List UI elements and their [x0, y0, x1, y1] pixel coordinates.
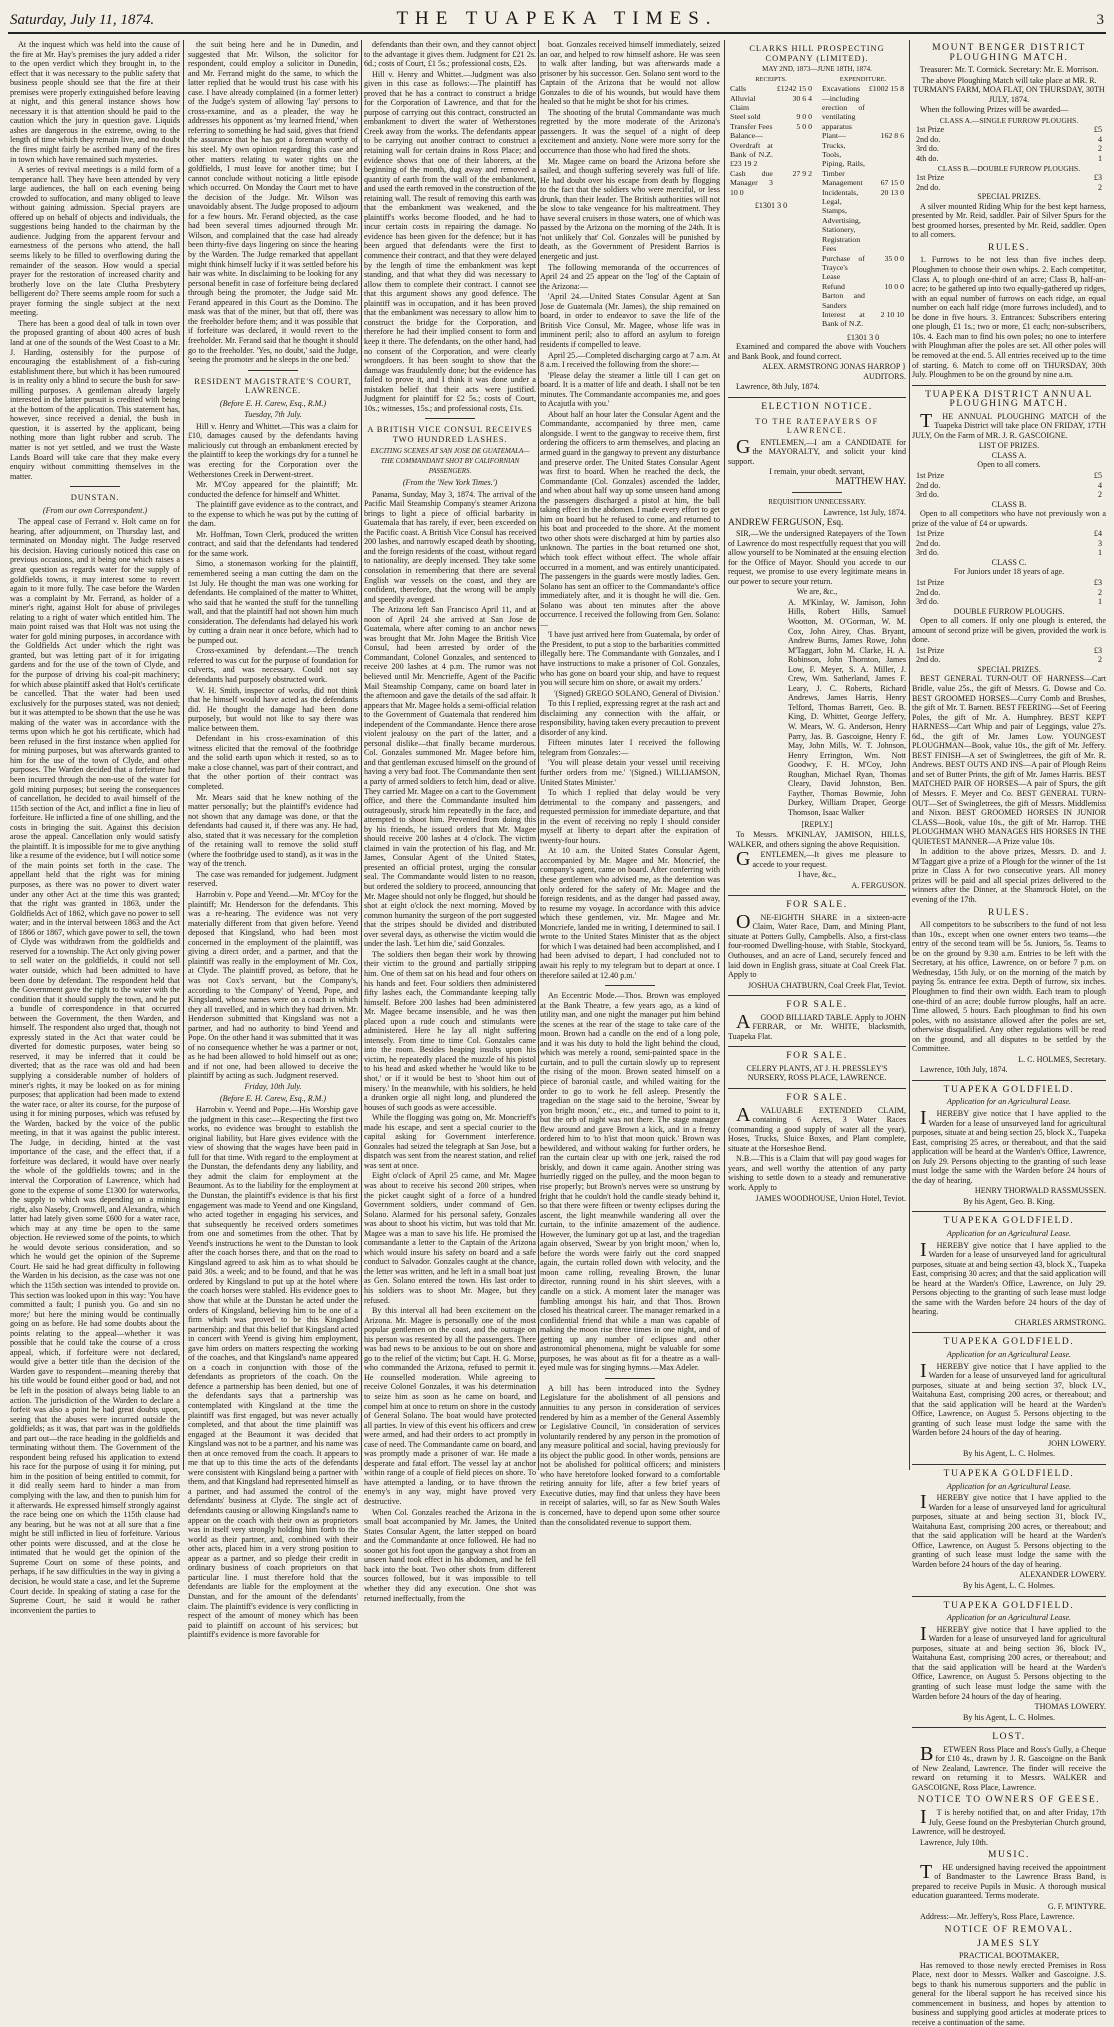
prize-label: 2nd do.: [916, 655, 941, 665]
ad-heading: TUAPEKA GOLDFIELD.: [943, 1600, 1075, 1611]
article-paragraph: 'Please delay the steamer a little till I can get on board. It is a matter of life and death. I shall not be ten minutes. The Commandante accompanies me, and goes to Acajutla with you.': [540, 370, 720, 409]
prize-label: 1st Prize: [916, 529, 945, 539]
prize-label: 3rd do.: [916, 490, 939, 500]
prize-label: 1st Prize: [916, 645, 945, 655]
prize-class: CLASS C.: [991, 557, 1027, 567]
ad-signature: A. FERGUSON.: [851, 880, 906, 890]
ad-subheading: [REPLY.]: [801, 820, 833, 830]
ad-body: BEST GENERAL TURN-OUT OF HARNESS—Cart Bridle, value 25s., the gift of Messrs. G. Dowse and Co. BEST GROOMED HORSES—Curry Comb and Brushes, the gift of Mr. T. Barnett. BEST FEERING—Set of Feering Poles, the gift of Mr. A. Humphrey. BEST KEPT HARNESS—Cart Whip and pair of Leggings, value 27s. 6d., the gift of Mr. James Low. YOUNGEST PLOUGHMAN—Book, value 10s., the gift of Mr. Jeffery. BEST FINISH—A set of Swingletrees, the gift of Mr. R. Andrews. BEST OUTS AND INS—A pair of Plough Reins and set of Butter Prints, the gift of Mr. James Harris. BEST MATCHED PAIR OF HORSES—A pair of Spurs, the gift of Messrs. F. Meyer and Co. BEST GENERAL TURN-OUT—Set of Swingletrees, the gift of Messrs. Middlemiss and Nixon. BEST GROOMED HORSES IN JUNIOR CLASS—Book, value 10s., the gift of Mr. Harrop. THE PLOUGHMAN WHO MANAGES HIS HORSES IN THE QUIETEST MANNER—A Prize value 10s.: [912, 674, 1106, 846]
table-row: [728, 122, 814, 131]
ad-heading: JAMES SLY: [977, 1938, 1041, 1949]
prize-label: 3rd do.: [916, 144, 939, 154]
table-cell-item: Interest at Bank of N.Z.: [822, 309, 865, 329]
prize-value: £4: [1093, 529, 1102, 539]
ad-closing: I remain, your obedt. servant,: [769, 467, 865, 477]
ad-signature: L. C. HOLMES, Secretary.: [1018, 1054, 1106, 1064]
article-paragraph: About half an hour later the Consular Agent and the Commandante, accompanied by three men, came alongside. I went to the gangway to receive them, first ordering the officers to arm themselves, and placing an armed guard in the gangway to prevent any disturbance and preserve order. The United States Consular Agent was first to board. When he reached the deck, the Commandante (Col. Gonzales) ascended the ladder, and when about half way up some unseen hand among the passengers discharged a pistol at him, the ball taking effect in the abdomen. I made every effort to get him on board but he refused to come, and returned to his boat and proceeded to the shore. At the moment two other shots were discharged at him by parties also unknown. The parties in the boat returned one shot, which took effect without effect. The whole affair occurred in a moment, and was entirely unanticipated. The passengers in the guards were mostly ladies. Gen. Solano has sent an officer to the Commandante's office immediately after, and it is thought he will die. Gen. Solano was about ten minutes after the above occurrence. I received the following from Gen. Solano:—: [540, 409, 720, 629]
article-paragraph: A bill has been introduced into the Sydney Legislature for the abolishment of all pensions and annuities to any person in consideration of services rendered by him as a member of the General Assembly or Legislative Council, 'in consideration of services voluntarily rendered by any person in the promotion of any measure political and social, having previously for its object the public good. In other words, pensions are not be abolished for political officers; and ministers who have heretofore looked forward to a comfortable retiring annuity for life, after a few brief years of Executive duties, may find that unless they have been in receipt of salaries, will, so far as New South Wales is concerned, have to depend upon some other source than the consolidated revenue to support them.: [540, 1383, 720, 1527]
prize-value: £5: [1093, 470, 1102, 480]
table-row: [820, 131, 906, 178]
prize-label: 1st Prize: [916, 470, 945, 480]
column-2: [188, 40, 358, 1640]
prize-list: [912, 578, 1106, 607]
prize-row: [912, 183, 1106, 193]
ad-heading: NOTICE TO OWNERS OF GEESE.: [917, 1795, 1101, 1806]
article-paragraph: Harrobin v. Pope and Yeend.—Mr. M'Coy for the plaintiff; Mr. Henderson for the defendants. This was a re-hearing. The evidence was not very materially different from that given before. Yeend deposed that Kingsland, who had been most concerned in the employment of the plaintiff, was giving a direct order, and a partner, and that the plaintiff was really in the employment of Mr. Cox, at Clyde. The plaintiff proved, as before, that he was not Cox's servant, but the Company's, according to 'the Company' of Yeend, Pope, and Kingsland, whose names were on a coach in which they all travelled, and in which they had driven. Mr. Henderson submitted that Kingsland was not a partner, and had no authority to bind Yeend and Pope. On the other hand it was submitted that it was of no consequence whether he was a partner or not, as he had been allowed to hold himself out as one; and if not one, had been allowed to deceive the plaintiff by acting as such. Judgment reserved.: [188, 890, 358, 1081]
prize-list: [912, 173, 1106, 192]
article-paragraph: Cross-examined by defendant.—The trench referred to was cut for the purpose of foundation for culverts, and was necessary. Could not say defendants had purposely obstructed work.: [188, 646, 358, 684]
prize-class: SPECIAL PRIZES.: [977, 192, 1041, 202]
article-paragraph: Eight o'clock of April 25 came, and Mr. Magee was about to receive his second 200 stripes, when the picket caught sight of a force of a hundred Government soldiers, under command of Gen. Solano. Alarmed for his personal safety, Gonzales was about to shoot his victim, but was told that Mr. Magee was a man to save his life. He promised the commandante a letter to the Captain of the Arizona which would insure his safety on board and a safe conduct to Salvador. Gonzales caught at the chance, the letter was written, and he left in a small boat just as Gen. Solano entered the town. His last order to his soldiers was to shoot Mr. Magee, but they refused.: [364, 1171, 536, 1305]
column-1: [10, 40, 180, 1615]
divider: [912, 1596, 1106, 1597]
ad-heading: NOTICE OF REMOVAL.: [944, 1924, 1074, 1935]
ad-agent: By his Agent, L. C. Holmes.: [963, 1581, 1055, 1591]
prize-row: [912, 588, 1106, 598]
divider: [605, 985, 655, 986]
ad-signature: HENRY THORWALD RASSMUSSEN.: [974, 1186, 1106, 1196]
ad-heading: MUSIC.: [987, 1850, 1031, 1861]
ad-heading: FOR SALE.: [786, 1051, 848, 1062]
article-paragraph: The shooting of the brutal Commandante was much regretted by the more moderate of the Arizona's passengers. It was the sequel of a night of deep excitement and anxiety. None were more sorry for the occurrence than those who had fired the shots.: [540, 107, 720, 156]
article-paragraph: boat. Gonzales received himself immediately, seized an oar, and helped to row himself ashore. He was seen to walk after landing, but was afterwards made a prisoner by his successor. Gen. Solano sent word to the Captain of the Arizona that he would not allow Gonzales to die of his wounds, but would have them healed so that he might be shot for his crimes.: [540, 40, 720, 107]
prize-value: 2: [1097, 144, 1102, 154]
article-paragraph: The case was remanded for judgement. Judgment reserved.: [188, 869, 358, 889]
ad-heading: TUAPEKA DISTRICT ANNUAL PLOUGHING MATCH.: [925, 389, 1093, 410]
accounts-table: [728, 75, 906, 343]
article-paragraph: Mr. Mears said that he knew nothing of the matter personally; but the plaintiff's evidence had not shown that any damage was done, or that the defendants had caused it, if there was any. He had, also, stated that it was necessary for the completion of the retaining wall to remove the solid stuff (where the footbridge used to stand), as it was in the way of the trench.: [188, 792, 358, 869]
article-paragraph: Simo, a stonemason working for the plaintiff, remembered seeing a man cutting the dam on the 1st July. He thought the man was one working for defendants. He complained of the matter to Whittet, who said that he wanted the stuff for the tunnelling wall, and that the plaintiff had not shown him much consideration. The defendants had delayed his work by cutting a drain near it once before, which had to be pumped out.: [188, 559, 358, 645]
article-paragraph: When Col. Gonzales reached the Arizona in the small boat accompanied by Mr. James, the United States Consular Agent, the latter stepped on board and the Commandante at once followed. He had no sooner got his foot upon the gangway a shot from an unseen hand took effect in his abdomen, and he fell back into the boat. Two other shots from different sources followed, but it was impossible to tell whether they did any execution. One shot was returned ineffectually, from the: [364, 1507, 536, 1603]
divider: [912, 1080, 1106, 1081]
table-cell-amount: 27 9 2: [792, 168, 812, 178]
divider: [728, 397, 906, 398]
article-paragraph: Mr. M'Coy appeared for the plaintiff; Mr. conducted the defence for himself and Whittet.: [188, 480, 358, 499]
article-paragraph: Mr. Magee came on board the Arizona before she sailed, and though suffering severely was full of life. He had doubt over his escape from death by flogging to the fact that the soldiers who were merciful, or less drunk, than their leader. The British authorities will not be slow to take vengeance for his maltreatment. They have several cruisers in those waters, one of which was passed by the Arizona on the morning of the 24th. It is 'not unlikely that' Col. Gonzales will be punished by death, as the Government of President Barrios is energetic and just.: [540, 156, 720, 262]
ad-officers: Treasurer: Mr. T. Cormick. Secretary: Mr. E. Morrison.: [919, 65, 1099, 75]
section-subheading: Friday, 10th July.: [244, 1081, 302, 1091]
table-cell-item: Refund Barton and Sanders: [822, 281, 865, 310]
prize-row: [912, 646, 1106, 656]
signatory-list: A. M'Kinlay, W. Jamison, John Hills, Robert Hills, Samuel Wootton, M. O'Gorman, W. M. Cox, John Airey, Chas. Bryant, Andrew Burns, James Rowe, John M'Taggart, John M. Clarke, H. A. Robinson, John Thornton, James Low, F. Meyer, S. A. Miller, J. Crew, Wm. Satherland, James F. Leary, J. C. Roberts, Richard Andrews, James Harris, Henry Telford, Thomas Barrett, Geo. B. King, D. Whittet, George Jeffery, W. Mears, W. G. Anderson, Henry Parry, Jas. B. Gascoigne, Henry F. May, John Mills, W. T. Johnson, Henry Errington, Wm. Nott Goodwy, F. H. M'Coy, John Roughan, Michael Ryan, Thomas Cleary, David Johnston, Ben. Fayther, Thomas Bowmie, John Durkey, William Draper, George Thomson, Isaac Walker: [788, 597, 906, 817]
ad-heading: ELECTION NOTICE.: [761, 402, 873, 413]
ad-body: Has removed to those newly erected Premises in Ross Place, next door to Messrs. Walker and Gascoigne. J.S. begs to thank his numerous supporters and the public in general for the liberal support he has received since his commencement in business, and hopes by attention to business and supplying good articles at moderate prices to receive a continuation of the same.: [912, 1960, 1106, 2027]
table-cell-item: Incidentals, Legal, Stamps, Advertising, Stationery, Registration Fees: [822, 187, 861, 254]
ad-agent: By his Agent, L. C. Holmes.: [963, 1712, 1055, 1722]
article-paragraph: April 25.—Completed discharging cargo at 7 a.m. At 8 a.m. I received the following from the shore:—: [540, 350, 720, 370]
table-cell-item: Alluvial Claim: [730, 93, 756, 112]
article-paragraph: Harrobin v. Yeend and Pope.—His Worship gave the judgment in this case:—Respecting the first two works, no evidence was brought to establish the original liability, but Hare gives evidence with the view of showing that the wages have been paid in full for that time. With regard to the employment at the Dunstan, the defendants deny any liability, and they admit the claim for employment at the Beaumont. As to the liability for the employment at the Dunstan, the plaintiff's evidence is that his first engagement was made to Yeend and one Kingsland, who acted together in engaging his services, and that subsequently he received orders sometimes from one and sometimes from the other. That by Yeend's instructions he went to the Dunstan to look after the coach horses there, and that on the road to Kingsland agreed to ask him as to what should be paid 30s. a week; and to be found, and that he was ordered by Kingsland to put up at the hotel where the coach horses were stabled. His evidence goes to show that while at the Dunstan he acted under the orders of Kingsland, believing him to be one of a firm which was proved to be this Kingsland partnership: and that this belief that Kingsland acted in concert with Yeend is giving him employment, gave him orders on matters respecting the working of the coaches, and that Kingsland's name appeared on a coach in conjunction with those of the defendants as proprietors of the coach. On the defence a partnership has been denied, but one of the defendants says that a partnership was contemplated with Kingsland at the time the plaintiff was first engaged, but was never actually completed, and that about the time plaintiff was engaged at the Beaumont it was decided that Kingsland was not to be a partner, and his name was then at once removed from the coach. It appears to me that up to this time the acts of the defendants were consistent with Kingsland being a partner with them, and that Kingsland had represented himself as a partner, and had assumed the control of the defendants' business at Clyde. The single act of defendants causing or allowing Kingsland's name to appear on the coach with their own as proprietors was in itself very strongly holding him forth to the world as their partner, and, combined with their other acts, placed him in a very strong position to appear as a partner, and so pledge their credit in ordinary business of coach proprietors on that particular line. I must therefore hold that the defendants are liable for the employment at the Dunstan, and for the amount of the defendants' claim. The plaintiff's evidence is very conflicting in respect of the amount of money which has been paid to plaintiff on account of his services; but plaintiff's evidence is more favorable for: [188, 1105, 358, 1640]
prize-value: 4: [1097, 480, 1102, 490]
ad-body: GENTLEMEN,—It gives me pleasure to accede to your request.: [736, 848, 906, 871]
prize-label: 1st Prize: [916, 125, 945, 135]
ad-date: Lawrence, July 10th.: [920, 1837, 988, 1847]
prize-class: LIST OF PRIZES.: [978, 441, 1040, 451]
newspaper-title: THE TUAPEKA TIMES.: [396, 8, 718, 29]
ad-body: N.B.—This is a Claim that will pay good wages for years, and well worthy the attention of any party wishing to settle down to a steady and remunerative work. Apply to: [728, 1154, 906, 1192]
rules-text: All competitors to be subscribers to the fund of not less than 10s., except when one owner enters two teams—the entry of the second team will be 5s. Juniors, 5s. Teams to be on the ground by 9.30 a.m. Entries to be left with the Secretary, at his office, Lawrence, on or before 7 p.m. on Wednesday, 15th July, or on the morning of the match by paying 5s. entrance fee extra. Depth of furrow, six inches. Ploughmen to find their own width. Each team to plough one-third of an acre; double furrow ploughs, half an acre. Time allowed, 5 hours. Each ploughman to find his own poles, with no assistance allowed after the poles are set, otherwise disqualified. Any other regulations will be read on the ground, and all disputes to be settled by the Committee.: [912, 920, 1106, 1054]
section-subheading: (Before E. H. Carew, Esq., R.M.): [219, 398, 327, 408]
rules-heading: RULES.: [987, 907, 1031, 918]
column-6: [912, 40, 1106, 2027]
prize-row: [912, 154, 1106, 164]
divider: [70, 486, 120, 487]
prize-row: [912, 135, 1106, 145]
ad-body: IHEREBY give notice that I have applied to the Warden for a lease of unsurveyed land for agricultural purposes, situate at and being section 36, block IV., Waitahuna East, comprising 200 acres, or thereabout; and that the said application will be heard at the Warden's Office, Lawrence, on August 5. Persons objecting to the granting of such lease must lodge the same with the Warden before 24 hours of the day of hearing.: [912, 1622, 1106, 1701]
divider: [728, 1088, 906, 1089]
prize-list: [912, 646, 1106, 665]
ad-date: Lawrence, 8th July, 1874.: [736, 382, 820, 392]
prize-label: 3rd do.: [916, 597, 939, 607]
table-cell-item: Purchase of Trayce's Lease: [822, 253, 865, 282]
column-3: [364, 40, 536, 1603]
ad-body: The above Ploughing Match will take place at MR. R. TURMAN'S FARM, MOA FLAT, ON THURSDAY, 30TH JULY, 1874.: [913, 75, 1105, 104]
article-paragraph: There has been a good deal of talk in town over the proposed granting of about 400 acres of bush land at one of the sounds of the West Coast to a Mr. J. Harding, ostensibly for the purpose of encouraging the establishment of a fish-curing establishment there, but which it has been rumoured is in reality only a blind to secure the bush for saw-milling purposes. A gentleman already largely interested in the latter pursuit is credited with being at the bottom of the application. This statement has, however, since received a denial, the bush in question, it is asserted by the applicant, being nothing more than light rubber and scrub. The matter is not yet settled, and we trust the Waste Lands Board will take care that they make every enquiry without committing themselves in the matter.: [10, 318, 180, 481]
column-rule: [361, 40, 362, 1470]
divider: [605, 1378, 655, 1379]
article-paragraph: Hill v. Henry and Whittet.—Judgment was also given in this case as follows:—The plaintiff has proved that he has a contract to construct a bridge for the Corporation of Lawrence, and that for the purpose of carrying out this contract, constructed an embankment to divert the water of Wetherstones Creek away from the works. The defendants appear to be carrying out another contract to construct a retaining wall for certain drains in Ross Place; and evidence shows that one of their laborers, at the beginning of the month, dug away and removed a quantity of earth from the wall of the embankment, and used the earth removed in the construction of the retaining wall. The result of removing this earth was that the embankment was weakened, and the plaintiff's works become flooded, and he had to incur certain costs in repairing the damage. No evidence has been given for the defence; but it has been argued that defendants were the first to commence their contract, and that they were delayed by the length of time the embankment was kept standing, and that what they did was necessary to allow them to complete their contract. I cannot see that this argument shows any good defence. The plaintiff was in occupation, and it has been proved that the embankment was necessary to allow him to construct the bridge for the Corporation, and therefore he had their implied consent to form and keep it there. The defendants, on the other hand, had no consent of the Corporation, and were clearly wrongdoers. It has been sought to show that the damage was fraudulently done; but the evidence has failed to prove it, and I think it was done under a mistaken belief that their acts were justified. Judgment for plaintiff for £2 5s.; costs of Court, 10s.; witnesses, 15s.; and professional costs, £1s.: [364, 69, 536, 413]
source-credit: (From the 'New York Times.'): [402, 478, 498, 488]
table-row: [728, 131, 814, 169]
prize-row: [912, 173, 1106, 183]
table-cell-item: Excavations—including erection of ventilating apparatus: [822, 84, 865, 131]
ad-subheading: Application for an Agricultural Lease.: [946, 1228, 1072, 1238]
article-paragraph: Hill v. Henry and Whittet.—This was a claim for £10, damages caused by the defendants having maliciously cut through an embankment erected by the plaintiff to keep the workings dry for a tunnel he was erecting for the Corporation over the Wetherstones Creek in Derwent-street.: [188, 421, 358, 479]
prize-label: 2nd do.: [916, 538, 941, 548]
prize-row: [912, 655, 1106, 665]
column-5: [728, 40, 906, 1470]
expenditure-table: [820, 84, 906, 329]
divider: [912, 385, 1106, 386]
article-paragraph: the suit being here and he in Dunedin, and suggested that Mr. Wilson, the solicitor for respondent, could employ a solicitor in Dunedin, and Mr. Ferrand might do the same, to which the latter replied that he would trust his case with his case. I have already complained (in a former letter) of the Judge's system of allowing 'lay' persons to cross-examine, and as a pleader, the way he addresses his opponent as 'my learned friend,' when referring to something he had said, gives that friend the assurance that he has got a foreman worthy of his steel. My own opinion regarding this case and other matters relating to water rights on the goldfields, I must leave for another time; but I cannot conclude without noticing a little episode which occurred. On Monday the Court met to have the decision of the Judge. Mr. Wilson was unavoidably absent. The Judge proposed to adjourn for a few hours. Mr. Ferand objected, as the case had been several times adjourned through Mr. Wilson, and complained that the case had already been thirty-five days lingering on since the hearing by the Warden. The Judge remarked that appellant might think himself lucky if it was settled before his hair was white. In disclaiming to be looking for any personal benefit in case of forfeiture being declared through being the promoter, the Judge said Mr. Ferand appeared in this Court as the Domino. The mask was that of the miner, but that off, there was the freeholder before them; and it was possible that if forfeiture was declared, it would revert to the freeholder. Mr. Ferand said that he thought it should go to the freeholder. 'Yes, no doubt,' said the Judge, 'seeing the promoter and he sleeps in the one bed.': [188, 40, 358, 365]
ad-signature: CHARLES ARMSTRONG.: [1014, 1317, 1106, 1327]
article-paragraph: At the inquest which was held into the cause of the fire at Mr. Hay's premises the jury added a rider to the open verdict which they brought in, to the effect that it was necessary to the public safety that business people should see that the fire at their premises were properly extinguished before leaving at night, and this general instance shows how necessary it is that attention should be paid to the caution which the jury in question gave. Liquids ashes are dangerous in the extreme, owing to the length of time which they remain live, and no doubt the fires might fairly be ascribed many of the fires in town which have remained such mysteries.: [10, 40, 180, 164]
section-heading: DUNSTAN.: [70, 492, 120, 503]
article-paragraph: While the flogging was going on, Mr. Moncrieff's made his escape, and sent a special courier to the capital asking for Government interference. Gonzales had seized the telegraph at San Jose, but a dispatch was sent from the nearest station, and relief was sent at once.: [364, 1113, 536, 1170]
table-cell-item: Plant—Trucks, Tools, Piping, Rails, Timber: [822, 131, 865, 178]
receipts-total: £1301 3 0: [754, 201, 788, 211]
prize-value: 2: [1097, 587, 1102, 597]
prize-value: £3: [1093, 645, 1102, 655]
ad-signature: JOSHUA CHATBURN, Coal Creek Flat, Teviot.: [747, 980, 906, 990]
prize-value: 1: [1097, 548, 1102, 558]
article-paragraph: An Eccentric Mode.—Thos. Brown was employed at the Bank Theatre, a few years ago, as a kind of utility man, and one night the manager put him behind the scenes at the rear of the stage to take care of the moon. Brown had a candle on the end of a long pole, and it was his duty to hold the light behind the cloud, which was merely a round, semi-painted space in the curtain, and to pull the curtain slowly up to represent the rising of the moon. Brown seated himself on a piece of baronial castle, and whiled waiting for the order to go to work he fell asleep. Presently the tragedian on the stage said to the heroine, 'Swear by yon bright moon,' etc., etc., and turned to point to it, but the orb of night was not there. The stage manager flew around and gave Brown a kick, and in a frenzy ordered him to 'to h'ist that moon quick.' Brown was bewildered, and without waking for further orders, he ran the curtain clear up with one jerk, raised the rod briskly, and down it came again. Another string was hurriedly rigged on the pulley, and the moon began to rise properly; but Brown's nerves were so unstrung by fright that he couldn't hold the candle steady behind it, so that there were fifteen or twenty eclipses during the ascent, the light meanwhile wandering all over the curtain, to the infinite amazement of the audience. However, the luminary got up at last, and the tragedian again observed, 'Swear by yon bright moon,' when lo, before the words were fairly out the cord snapped again, the curtain rolled down with velocity, and the moon came rolling, revealing Brown, the lunar director, running round in his shirt sleeves, with a candle on a stick. A moment later the manager was fumbling amongst his hair, and that Thos. Brown closed his theatrical career. The manager remarked in a confidential friend that while a man was capable of making the moon rise three times in one night, and of getting up any number of eclipses and other astronomical phenomena, might be valuable for some purposes, he was about as fit for a theatre as a wall-eyed mule was for singing hymns.—Max Adeler.: [540, 991, 720, 1373]
ad-heading: CLARKS HILL PROSPECTING COMPANY (LIMITED).: [749, 44, 885, 63]
prize-value: 3: [1097, 538, 1102, 548]
section-subheading: (Before E. H. Carew, Esq., R.M.): [219, 1093, 327, 1103]
ad-body: A silver mounted Riding Whip for the best kept harness, presented by Mr. Reid, saddler. Pair of Silver Spurs for the best groomed horses, presented by Mr. Reid, saddler. Open to all comers.: [912, 201, 1106, 240]
divider: [912, 1464, 1106, 1465]
prize-label: 2nd do.: [916, 587, 941, 597]
prize-value: 2: [1097, 490, 1102, 500]
column-rule: [724, 40, 725, 1470]
prize-note: For Juniors under 18 years of age.: [953, 567, 1065, 577]
divider: [912, 1211, 1106, 1212]
prize-label: 1st Prize: [916, 577, 945, 587]
ad-subheading: Application for an Agricultural Lease.: [946, 1097, 1072, 1107]
prize-row: [912, 529, 1106, 539]
ad-heading: TUAPEKA GOLDFIELD.: [943, 1469, 1075, 1480]
table-cell-amount: [775, 131, 814, 169]
article-paragraph: By this interval all had been excitement on the Arizona. Mr. Magee is personally one of the most popular gentlemen on the coast, and the outrage on his person was resented by all the passengers. There was bad news to be anxious to be out on shore and go to the relief of the victim; but Capt. H. G. Morse, who commanded the Arizona, refused to permit it. He counselled moderation. While agreeing to receive Colonel Gonzales, it was his determination to seize him as soon as he came on board, and compel him at once to return on shore in the custody of General Solano. The boat would have protected all parties. In view of this event his officers and crew were armed, and had their orders to act promptly in case of need. The Commandante came on board, and was promptly made a prisoner of war. He made a desperate and fatal effort. The vessel lay at anchor within range of a couple of field pieces on shore. To have attempted a landing, or to have thrown the enemy's in any way, might have proved very destructive.: [364, 1306, 536, 1507]
ad-dates: MAY 2ND, 1873—JUNE 18TH, 1874.: [762, 65, 872, 74]
ad-addressee: To Messrs. M'KINLAY, JAMISON, HILLS, WALKER, and others signing the above Requisition.: [728, 830, 906, 849]
prize-class: CLASS A.: [991, 450, 1027, 460]
expenditure-total: £1301 3 0: [846, 332, 880, 342]
table-cell-item: Transfer Fees: [730, 121, 773, 131]
prize-label: 2nd do.: [916, 134, 941, 144]
prize-class: CLASS B.—DOUBLE FURROW PLOUGHS.: [937, 163, 1081, 173]
prize-label: 2nd do.: [916, 480, 941, 490]
ad-heading: LOST.: [992, 1732, 1026, 1743]
ad-addressee: ANDREW FERGUSON, Esq.: [728, 517, 844, 528]
article-paragraph: The soldiers then began their work by throwing their victim to the ground and partially stripping him. One of them sat on his head and four others on his hands and feet. Four soldiers then administered fifty lashes each, the Commandante keeping tally himself. Before 200 lashes had been administered Mr. Magee became insensible, and he was then placed upon a rude couch and stimulants were administered. Here he lay all night suffering intensely. From time to time Col. Gonzales came into the room. Besides heaping insults upon his victim, he repeatedly placed the muzzle of his pistol to his head and asked whether he 'would like to be shot,' or if it would be best to 'shoot him out of misery.' In the meanwhile, with his soldiers, he held a drunken orgie all night long, and plundered the houses of such goods as were accessible.: [364, 949, 536, 1112]
ad-subheading: REQUISITION UNNECESSARY.: [768, 498, 866, 507]
article-paragraph: 'April 24.—United States Consular Agent at San Jose de Guatemala (Mr. James), the ship remained on board, in order to endeavor to save the life of the British Vice Consul, Mr. Magee, whose life was in imminent peril; also to afford an asylum to foreign residents if compelled to leave.: [540, 292, 720, 349]
ad-date: Lawrence, 10th July, 1874.: [920, 1065, 1008, 1075]
ad-body: IHEREBY give notice that I have applied to the Warden for a lease of unsurveyed land for agricultural purposes, situate at and being section 37, block I.V., Waitahuna East, comprising 200 acres, or thereabout; and that the said application will be heard at the Warden's Office, Lawrence, on August 5. Persons objecting to the granting of such lease must lodge the same with the Warden before 24 hours of the day of hearing.: [912, 1359, 1106, 1438]
table-cell-amount: 162 8 6: [880, 131, 904, 141]
table-cell-amount: £1002 15 8: [868, 84, 904, 94]
ad-body: IHEREBY give notice that I have applied to the Warden for a lease of unsurveyed land for agricultural purposes, situate at and being section 25, block X., Tuapeka East, comprising 25 acres, or thereabout, and that the said application will be heard at the Warden's Office, Lawrence, on July 29. Persons objecting to the granting of such lease must lodge the same with the Warden before 24 hours of the day of hearing.: [912, 1106, 1106, 1185]
ad-body: IT is hereby notified that, on and after Friday, 17th July, Geese found on the Presbyterian Church ground, Lawrence, will be destroyed.: [912, 1805, 1106, 1837]
prize-value: 4: [1097, 134, 1102, 144]
prize-class: CLASS A.—SINGLE FURROW PLOUGHS.: [939, 115, 1079, 125]
receipts-table: [728, 84, 814, 197]
divider: [728, 895, 906, 896]
prize-value: £3: [1093, 577, 1102, 587]
expenditure-heading: EXPENDITURE.: [839, 75, 887, 83]
section-subheading: Tuesday, 7th July.: [244, 410, 302, 420]
masthead: [8, 6, 1106, 34]
article-paragraph: A series of revival meetings is a mild form of a temperance hall. They have been attended by very large audiences, the hall on each evening being crowded to suffocation, and many obliged to leave without gaining admission. Special prayers are offered up on behalf of objects and individuals, the suggestions being handed to the chairman by the audience. Judging from the apparent fervour and earnestness of the persons who attend, the hall seems likely to be filled to overflowing during the remainder of the season. How would a special prayer for the restoration of increased charity and brotherly love on the late Clutha Presbytery belligerent do? There seems ample room for such a prayer forming the single subject at the next meeting.: [10, 165, 180, 318]
column-rule: [183, 40, 184, 1470]
prize-value: 2: [1097, 182, 1102, 192]
ad-subheading: TO THE RATEPAYERS OF LAWRENCE.: [755, 416, 879, 436]
prize-class: CLASS B.: [991, 499, 1027, 509]
prize-label: 2nd do.: [916, 182, 941, 192]
prize-row: [912, 471, 1106, 481]
ad-agent: By his Agent, L. C. Holmes.: [963, 1449, 1055, 1459]
auditors: ALEX. ARMSTRONG JONAS HARROP } AUDITORS.: [762, 362, 906, 381]
ad-signature: G. F. M'INTYRE.: [1047, 1901, 1106, 1911]
prize-value: £5: [1093, 125, 1102, 135]
divider: [728, 1046, 906, 1047]
table-cell-amount: £1242 15 0: [776, 84, 812, 94]
table-row: [820, 310, 906, 329]
article-paragraph: 'I have just arrived here from Guatemala, by order of the President, to put a stop to the barbarities committed illegally here. The Commandante with Gonzales, and I have instructions to make a prisoner of Col. Gonzales, who has gone on board your ship, and have to request you will secure him on shore, or await my orders.': [540, 630, 720, 688]
article-paragraph: defendants than their own, and they cannot object to the advantage it gives them. Judgment for £21 2s. 6d.; costs of Court, £1 5s.; professional costs, £2s.: [364, 40, 536, 69]
ad-body: AVALUABLE EXTENDED CLAIM, containing 6 Acres, 3 Water Races (commanding a good supply of water all the year), Hoses, Trucks, Sluice Boxes, and Plant complete, situate at the Horseshoe Bend.: [728, 1103, 906, 1153]
table-row: [728, 169, 814, 197]
section-heading: RESIDENT MAGISTRATE'S COURT, LAWRENCE.: [194, 375, 352, 396]
prize-note: Open to all competitors who have not previously won a prize of the value of £4 or upwards.: [912, 509, 1106, 528]
table-row: [820, 254, 906, 282]
table-cell-amount: 2 10 10: [880, 309, 904, 319]
rules-heading: RULES.: [987, 242, 1031, 253]
article-paragraph: To which I replied that delay would be very detrimental to the company and passengers, and requested permission for immediate departure, and that in the event of receiving no reply I should consider myself at liberty to depart after the expiration of twenty-four hours.: [540, 788, 720, 845]
ad-closing: We are, &c.,: [796, 587, 838, 597]
table-cell-amount: 5 0 0: [796, 121, 812, 131]
section-subheading: (From our own Correspondent.): [42, 505, 148, 515]
article-paragraph: 'You will please detain your vessel until receiving further orders from me.' '(Signed.) WILLIAMSON, United States Minister.': [540, 758, 720, 787]
prize-row: [912, 125, 1106, 135]
article-paragraph: Fifteen minutes later I received the following telegram from Gonzales:—: [540, 738, 720, 757]
table-cell-item: Management: [822, 178, 863, 188]
ad-body: THE undersigned having received the appointment of Bandmaster to the Lawrence Brass Band, is prepared to receive Pupils in Music. A thorough musical education guaranteed. Terms moderate.: [912, 1860, 1106, 1901]
divider: [728, 995, 906, 996]
audit-note: Examined and compared the above with Vouchers and Bank Book, and found correct.: [728, 342, 906, 361]
ad-body: IHEREBY give notice that I have applied to the Warden for a lease of unsurveyed land for agricultural purposes, situate at and being section 31, block IV., Waitahuna East, comprising 200 acres, or thereabout; and that the said application will be heard at the Warden's Office, Lawrence, on August 5. Persons objecting to the granting of such lease must lodge the same with the Warden before 24 hours of the day of hearing.: [912, 1491, 1106, 1569]
divider: [248, 370, 298, 371]
prize-row: [912, 578, 1106, 588]
table-row: [820, 282, 906, 310]
article-paragraph: To this I replied, expressing regret at the rash act and disclaiming any connection with the affair, or responsibility, having taken every precaution to prevent disorder of any kind.: [540, 699, 720, 737]
table-row: [820, 84, 906, 131]
ad-body: GENTLEMEN,—I am a CANDIDATE for the MAYORALTY, and solicit your kind support.: [728, 435, 906, 466]
article-paragraph: Defendant in his cross-examination of this witness elicited that the removal of the footbridge and the solid earth upon which it rested, so as to make a close channel, was part of their contract, and that the other portion of their contract was completed.: [188, 734, 358, 792]
prize-note: Open to all comers. If only one plough is entered, the amount of second prize will be given, provided the work is done.: [912, 616, 1106, 645]
table-cell-item: Cash due Manager 3 10 0: [730, 168, 773, 197]
prize-label: 3rd do.: [916, 548, 939, 558]
article-paragraph: Panama, Sunday, May 3, 1874. The arrival of the Pacific Mail Steamship Company's steamer Arizona brings to light a piece of official barbarity in Guatemala that has rarely, if ever, been exceeded on the Pacific coast. A British Vice Consul has received 200 lashes, and narrowly escaped death by shooting, and the foreign residents of the coast, without regard to nationality, are deeply incensed. They take some consolation in remembering that there are several English war vessels on the coast, and they are confident, therefore, that the wrong will be amply and speedily avenged.: [364, 489, 536, 604]
page-number: 3: [1096, 12, 1104, 28]
prize-value: 1: [1097, 154, 1102, 164]
prize-list: [912, 471, 1106, 500]
ad-address: Address:—Mr. Jeffery's, Ross Place, Lawrence.: [920, 1912, 1075, 1922]
ad-date: Lawrence, 1st July, 1874.: [823, 507, 906, 517]
table-cell-item: Steel sold: [730, 112, 761, 122]
column-rule: [538, 40, 539, 1470]
ad-heading: TUAPEKA GOLDFIELD.: [943, 1084, 1075, 1095]
table-row: [728, 94, 814, 113]
prize-label: 1st Prize: [916, 173, 945, 183]
ad-heading: FOR SALE.: [786, 1000, 848, 1011]
divider: [425, 418, 475, 419]
ad-signature: THOMAS LOWERY.: [1034, 1702, 1106, 1712]
receipts-column: [728, 75, 814, 343]
ad-subheading: Application for an Agricultural Lease.: [946, 1481, 1072, 1491]
article-paragraph: At 10 a.m. the United States Consular Agent, accompanied by Mr. Magee and Mr. Moncrief, the company's agent, came on board. After conferring with these gentlemen who advised me, as the detention was only ordered for the safety of Mr. Magee and the foreign residents, and as the danger had passed away, to resume my voyage. In accordance with this advice which these gentlemen, viz. Mr. Magee and Mr. Moncriefe, landed me in writing, I determined to sail. I wrote to the United States Minister that as the object for which I was detained had been accomplished, and I had been advised to depart, I had concluded not to await his reply to my telegram but to depart at once. I therefore sailed at 12.40 p.m.': [540, 846, 720, 980]
prize-value: 2: [1097, 655, 1102, 665]
ad-body: BETWEEN Ross Place and Ross's Gully, a Cheque for £10 4s., drawn by J. R. Gascoigne on the Bank of New Zealand, Lawrence. The finder will receive the reward on returning it to Messrs. WALKER and GASCOIGNE, Ross Place, Lawrence.: [912, 1742, 1106, 1792]
ad-closing: I have, &c.,: [798, 870, 836, 880]
ad-body: AGOOD BILLIARD TABLE. Apply to JOHN FERRAR, or Mr. WHITE, blacksmith, Tuapeka Flat.: [728, 1010, 906, 1041]
prize-note: Open to all comers.: [977, 460, 1041, 470]
ad-signature: JAMES WOODHOUSE, Union Hotel, Teviot.: [755, 1193, 906, 1203]
prize-row: [912, 597, 1106, 607]
ad-body: THE ANNUAL PLOUGHING MATCH of the Tuapeka District will take place ON FRIDAY, 17TH JULY, On the Farm of MR. J. R. GASCOIGNE.: [912, 409, 1106, 440]
divider: [912, 1727, 1106, 1728]
rules-text: 1. Furrows to be not less than five inches deep. Ploughmen to choose their own whips. 2. Each competitor, Class A, to plough one-third of an acre; Class B, half-an-acre; to be gathered up into two equally-gathered up ridges, with an equal number of furrows on each ridge, an equal number on each half ridge (more furrows included), and to be done in five hours. 3. Entrances: Subscribers entering one plough, £1 1s.; two or more, £1 each; non-subscribers, 10s. 4. Each man to find his own poles; no one to interfere with Ploughman after the poles are set. All other poles will be removed at the end. 5. All entries received up to the time of starting. 6. Match to come off on THURSDAY, 30th July. Ploughmen to be on the ground by nine a.m.: [912, 255, 1106, 380]
ad-heading: FOR SALE.: [786, 900, 848, 911]
ad-body: In addition to the above prizes, Messrs. D. and J. M'Taggart give a prize of a Plough for the winner of the 1st prize in Class A for two consecutive years. All money prizes will be paid and all special prizes delivered to the winners after the Dinner, at the Shamrock Hotel, on the evening of the 17th.: [912, 847, 1106, 905]
receipts-heading: RECEIPTS.: [755, 75, 787, 83]
ad-heading: TUAPEKA GOLDFIELD.: [943, 1216, 1075, 1227]
prize-label: 4th do.: [916, 154, 939, 164]
article-paragraph: The plaintiff gave evidence as to the contract, and to the expense to which he was put by the cutting of the dam.: [188, 500, 358, 529]
table-row: [728, 84, 814, 93]
ad-heading: TUAPEKA GOLDFIELD.: [943, 1337, 1075, 1348]
prize-row: [912, 144, 1106, 154]
ad-heading: FOR SALE.: [786, 1093, 848, 1104]
ad-body: IHEREBY give notice that I have applied to the Warden for a lease of unsurveyed land for agricultural purposes, situate at and being section 43, block X., Tuapeka East, comprising 30 acres; and that the said application will be heard at the Warden's Office, Lawrence, on July 29. Persons objecting to the granting of such lease must lodge the same with the Warden before 24 hours of the day of hearing.: [912, 1238, 1106, 1317]
ad-subheading: Application for an Agricultural Lease.: [946, 1613, 1072, 1623]
section-heading: A BRITISH VICE CONSUL RECEIVES TWO HUNDRED LASHES.: [367, 424, 533, 444]
column-rule: [909, 40, 910, 1470]
ad-signature: ALEXANDER LOWERY.: [1019, 1570, 1106, 1580]
prize-row: [912, 490, 1106, 500]
signature: '(Signed) GREGO SOLANO, General of Division.': [554, 688, 720, 698]
article-paragraph: W. H. Smith, inspector of works, did not think that he himself would have acted as the defendants did. He thought the damage had been done purposely, but would not like to say there was malice between them.: [188, 685, 358, 733]
ad-body: SIR,—We the undersigned Ratepayers of the Town of Lawrence do most respectfully request that you will allow yourself to be Nominated at the ensuing election for the Office of Mayor. Should you accede to our request, we promise to use every legitimate means in our power to secure your return.: [728, 529, 906, 586]
ad-body: ONE-EIGHTH SHARE in a sixteen-acre Claim, Water Race, Dam, and Mining Plant, situate at Potters Gully, Campbells. Also, a first-class four-roomed Dwelling-house, with Stable, Stockyard, Outhouses, and an acre of Land, securely fenced and laid down in English grass, situate at Coal Creek Flat. Apply to: [728, 910, 906, 980]
prize-class: SPECIAL PRIZES.: [977, 664, 1041, 674]
ad-signature: JOHN LOWERY.: [1048, 1438, 1106, 1448]
table-cell-amount: 67 15 0: [880, 178, 904, 188]
article-paragraph: Mr. Hoffman, Town Clerk, produced the written contract, and said that the defendants had tendered for the same work.: [188, 529, 358, 558]
table-cell-amount: 20 13 0: [880, 187, 904, 197]
table-cell-amount: 9 0 0: [796, 112, 812, 122]
ad-agent: By his Agent, Geo. B. King.: [963, 1196, 1055, 1206]
prize-list: [912, 529, 1106, 558]
ad-heading: MOUNT BENGER DISTRICT PLOUGHING MATCH.: [932, 43, 1086, 63]
table-row: [820, 188, 906, 254]
prize-value: £3: [1093, 173, 1102, 183]
table-row: [820, 178, 906, 187]
prize-row: [912, 539, 1106, 549]
expenditure-column: [820, 75, 906, 343]
prize-row: [912, 548, 1106, 558]
issue-date: Saturday, July 11, 1874.: [10, 12, 155, 28]
article-paragraph: The appeal case of Ferrand v. Holt came on for hearing, after adjournment, on Thursday last, and terminated on Monday night. The Judge reserved his decision. Having curiously noticed this case on previous occasions, and it being one which raises a great question as regards water for the supply of goldfields towns, it may interest some to revert again to it more fully. The case before the Warden was a complaint by Mr. Ferrand, as holder of a miner's right, against Holt for abuse of privileges relating to a right of water which entitled him. The main point raised was that Holt was not using the water for gold mining purposes, in accordance with the Goldfields Act under which the right was granted, but was letting part of it for irrigating gardens and for the use of the town of Clyde, and for the purpose of driving his coal-pit machinery; for which abuse plaintiff asked that Holt's certificate be cancelled. That the water had been used exclusively for the purposes stated, was not denied; but it was attempted to be shown that the use he was making of the water was in accordance with the terms upon which he got his certificate, which had been refused in the first instance when applied for for mining purposes, but was afterwards granted to him for the use of the town of Clyde, and other purposes. The Warden decided that a forfeiture had been incurred through the non-use of the water for gold mining purposes; but seeing the consequences of cancellation, he decided to avail himself of the 115th section of the Act, and inflict a fine in lieu of forfeiture. He inflicted a fine of one shilling, and the costs in bringing the suit. Against this decision arose the appeal. Cancellation only would satisfy the plaintiff. It is impossible for me to give anything like a resume of the evidence, but I will notice some of the main points set forth in the case. The appellant held that the right was for mining purposes, as there was no power to divert water under any other Act at the time this was granted; that the right was granted in 1863, under the Goldfields Act of 1862, which gave no power to sell water; and in the interval between 1863 and the Act of 1866 or 1867, which gave power to sell, the town of Clyde was withdrawn from the goldfields and reserved for a township. The Act only giving power to sell water on the goldfields, it could not sell water outside, which had been admitted to have been done by defendant. The respondent held that the Government gave the right to the water with the condition that it should supply the town, and he put a bundle of correspondence in that occurred between the Government, the then Warden, and himself. The respondent also urged that, though not expressly stated in the Act that water could be diverted for domestic purposes, water being so reserved, it may be inferred that it could be diverted; that as the race was old and had been supplying a considerable number of holders of miner's rights, it may be looked on as for mining purposes; that application had been made to extend the water race, or alter its course, for the purpose of using it for mining purposes, which was refused by the Warden, backed by the voice of the public meeting, in that it was against the public interest. The Judge, in deciding, hinted at the vast importance of the case, and the effect that, if a forfeiture was declared, it would have over nearly the whole of the goldfields towns; and in the interval the Corporation of Lawrence, which had gone to the expense of some £1300 for waterworks, the supply to which was depending on a mining right, also Naseby, Cromwell, and Alexandra, which latter had lately given some £600 for a water race, which may at any time be open to the same objection. He reviewed some of the points, to which he would devote serious consideration, and so which he would get the opinion of the Supreme Court. He said he had great difficulty in following the Warden in his decision, as the case was not one which the 115th section was intended to provide on. This section was looked upon in this way: 'You have committed a fault; I punish you. Go and sin no more;' but here the mining would be continually going on as before. He had some doubts about the points relating to the appeal—whether it was possible that he could take the course of a cross appeal, which, if forfeiture were not declared, would give a better title than the decision of the Warden gave to respondent—meaning thereby that his title would be found either good or bad, and not be left in the position of always being liable to an action. The jurisdiction of the Warden to declare a forfeit was also a point he had great doubts upon, seeing that the abuses were incurred outside the goldfields; as it was, that part was in the goldfields and part out—the race heading in the goldfields and terminating without them. The Government of the respondent being refused his application to extend his race for the purpose of using it for mining, put him in the position of being entitled to commit, for it did really seem hard to hinder a man from complying with the law, and then to punish him for it afterwards. He expressed himself strongly against the race being one on which the 115th clause had any bearing, but he was not at all sure that a fine might be still inflicted in lieu of forfeiture. Various other points were discussed, and at the close he intimated that he would get the opinion of the Supreme Court on some of these points, and perhaps, if he saw difficulties in the way in giving a decision, he would state a case, and let the Supreme Court decide. In speaking of stating a case for the Supreme Court, he said it would be rather inconvenient the parties to: [10, 517, 180, 1615]
table-cell-amount: 30 6 4: [792, 93, 812, 103]
table-cell-amount: 35 0 0: [884, 253, 904, 263]
prize-list: [912, 125, 1106, 163]
ad-body: When the following Prizes will be awarded—: [920, 105, 1069, 115]
divider: [792, 492, 842, 493]
divider: [912, 1332, 1106, 1333]
ad-signature: MATTHEW HAY.: [835, 476, 906, 487]
article-paragraph: The following memoranda of the occurrences of April 24 and 25 appear on the 'log' of the Captain of the Arizona:—: [540, 262, 720, 291]
column-4: [540, 40, 720, 1527]
ad-subheading: Application for an Agricultural Lease.: [946, 1350, 1072, 1359]
table-cell-item: Calls: [730, 84, 747, 94]
ad-body: CELERY PLANTS, AT J. H. PRESSLEY'S NURSERY, ROSS PLACE, LAWRENCE.: [746, 1063, 888, 1083]
article-paragraph: The Arizona left San Francisco April 11, and at noon of April 24 she arrived at San Jose de Guatemala, where after coming to an anchor news was brought that Mr. John Magee the British Vice Consul, had been arrested by order of the Commandant, Colonel Gonzales, and sentenced to receive 200 lashes at 4 p.m. The rumor was not believed until Mr. Mencrieffe, Agent of the Pacific Mail Steamship Company, came on board later in the afternoon and gave the details of the sad affair. It appears that Mr. Magee holds a semi-official relation to the Government of Guatemala that rendered him independent of the Commandante. Hence there arose violent jealousy on the part of the latter, and a personal dislike—that finally became murderous. Col. Gonzales summoned Mr. Magee before him, and that gentleman excused himself on the ground of having a very bad foot. The Commandante then sent a party of armed soldiers to fetch him, dead or alive. They carried Mr. Magee on a cart to the Government office, and there the Commandante insulted him outrageously, struck him repeatedly in the face, and attempted to shoot him. Prevented from doing this by his friends, he issued orders that Mr. Magee should receive 200 lashes at 4 o'clock. The victim claimed in vain the protection of his flag, and Mr. James, Consular Agent of the United States, presented an official protest, urging the consular seal. The Commandante would listen to no reason, but ordered the soldiery to proceed, announcing that Mr. Magee should not only be flogged, but should be shot at eight o'clock the next morning. Moved by common humanity the surgeon of the port suggested that the stripes should be divided and distributed over several days, as otherwise the victim would die under the lash. 'Let him die,' said Gonzales.: [364, 605, 536, 949]
prize-value: 1: [1097, 597, 1102, 607]
prize-class: DOUBLE FURROW PLOUGHS.: [953, 606, 1065, 616]
table-cell-item: Balance—Overdraft at Bank of N.Z. £23 19 2: [730, 131, 773, 169]
ad-subheading: PRACTICAL BOOTMAKER,: [959, 1951, 1059, 1961]
prize-row: [912, 481, 1106, 491]
table-row: [728, 112, 814, 121]
section-subheading: EXCITING SCENES AT SAN JOSE DE GUATEMALA—THE COMMANDANT SHOT BY CALIFORNIAN PASSENGERS.: [370, 447, 530, 475]
table-cell-amount: 10 0 0: [884, 281, 904, 291]
